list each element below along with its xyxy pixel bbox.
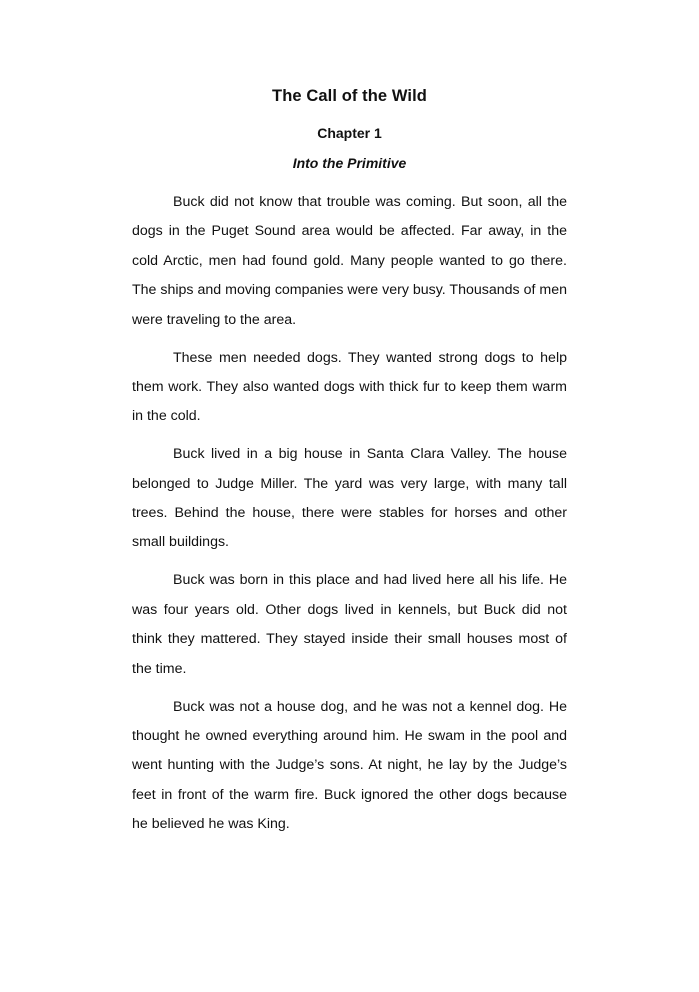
book-title: The Call of the Wild [272, 87, 427, 105]
chapter-number: Chapter 1 [317, 125, 382, 141]
paragraph-5: Buck was not a house dog, and he was not a kennel dog. He thought he owned everything around him. He swam in the pool and went hunting with the Judge’s sons. At night, he lay by the Judge’s feet in front of the warm fire. Buck ignored the other dogs because he believed he was King. [132, 698, 567, 833]
paragraph-1: Buck did not know that trouble was coming. But soon, all the dogs in the Puget Sound area would be affected. Far away, in the cold Arctic, men had found gold. Many people wanted to go there. The ships and moving companies were very busy. Thousands of men were traveling to the area. [132, 194, 567, 328]
chapter-body [132, 188, 567, 840]
paragraph-3: Buck lived in a big house in Santa Clara Valley. The house belonged to Judge Miller. The yard was very large, with many tall trees. Behind the house, there were stables for horses and other small buildings. [132, 446, 567, 551]
document-content [132, 82, 567, 848]
chapter-title: Into the Primitive [292, 155, 407, 171]
paragraph-2: These men needed dogs. They wanted strong dogs to help them work. They also wanted dogs with thick fur to keep them warm in the cold. [132, 349, 567, 425]
paragraph-4: Buck was born in this place and had lived here all his life. He was four years old. Other dogs lived in kennels, but Buck did not think they mattered. They stayed inside their small houses most of the time. [132, 572, 567, 677]
